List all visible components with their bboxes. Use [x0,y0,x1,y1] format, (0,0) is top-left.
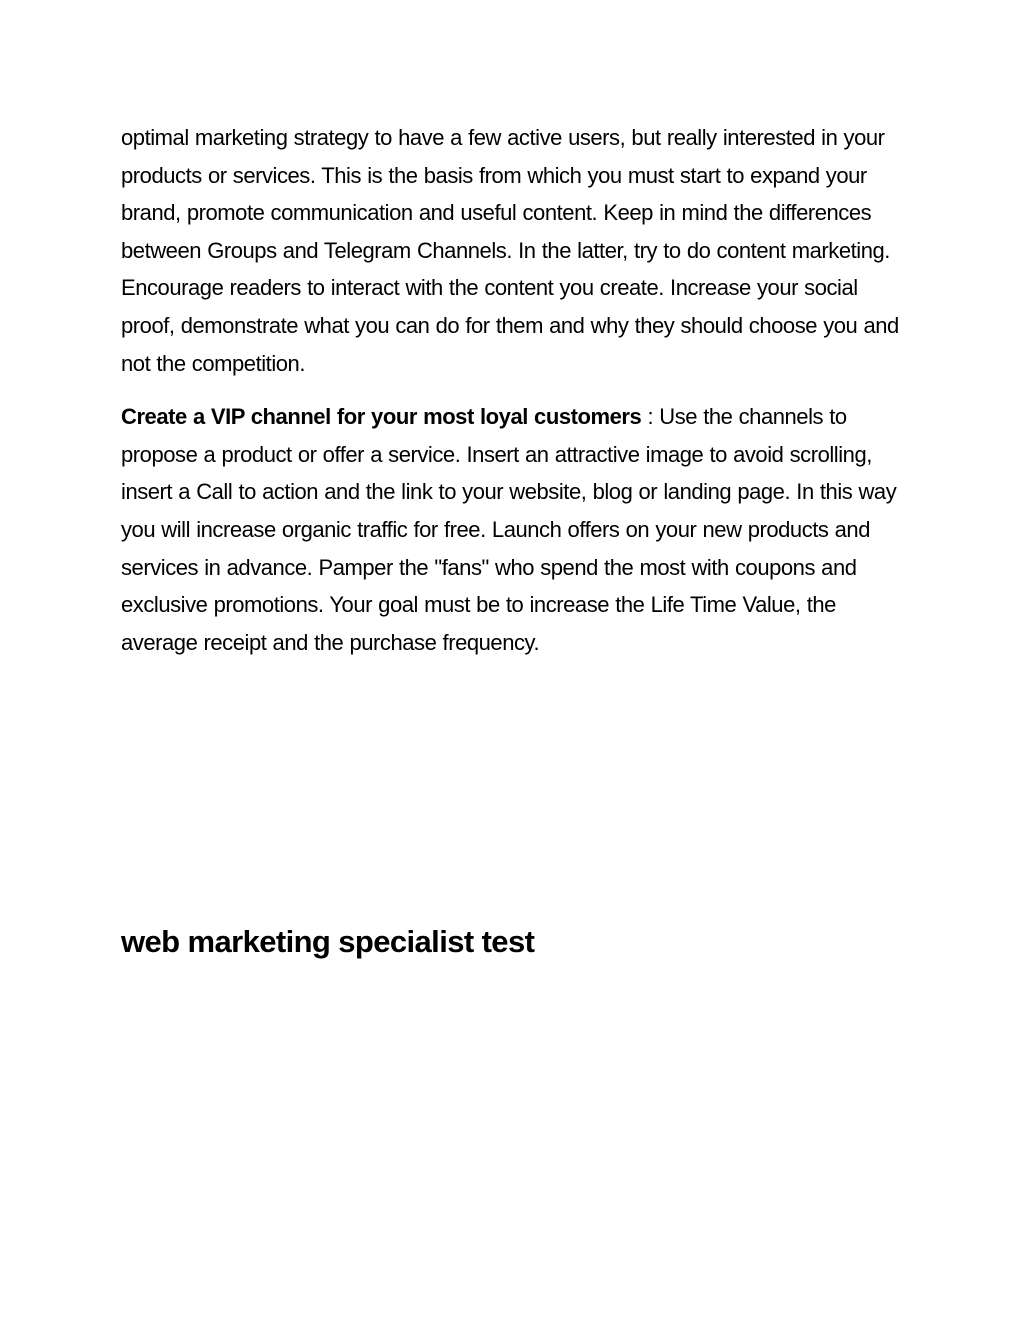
intro-paragraph: optimal marketing strategy to have a few active users, but really interested in your products or services. This is the basis from which you must start to expand your brand, promote communication and useful content. Keep in mind the differences between Groups and Telegram Channels. In the latter, try to do content marketing. Encourage readers to interact with the content you create. Increase your social proof, demonstrate what you can do for them and why they should choose you and not the competition. [121,125,899,376]
section-heading: web marketing specialist test [121,924,535,959]
vip-channel-lead: Create a VIP channel for your most loyal customers [121,404,642,430]
vip-channel-text: Use the channels to propose a product or offer a service. Insert an attractive image to avoid scrolling, insert a Call to action and the link to your website, blog or landing page. In this way you will increase organic traffic for free. Launch offers on your new products and services in advance. Pamper the "fans" who spend the most with coupons and exclusive promotions. Your goal must be to increase the Life Time Value, the average receipt and the purchase frequency. [121,404,897,655]
vip-channel-paragraph [121,398,911,661]
lead-separator: : [641,404,660,430]
body-text [121,119,911,661]
